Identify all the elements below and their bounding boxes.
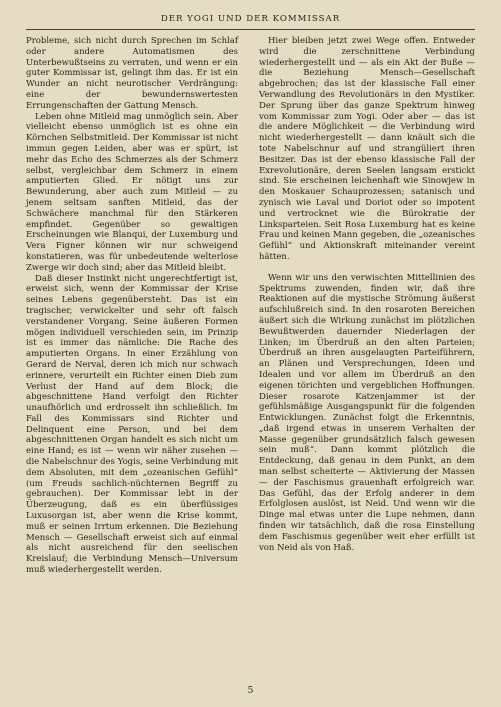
header-rule bbox=[26, 29, 475, 30]
page-number: 5 bbox=[247, 686, 254, 696]
left-column bbox=[26, 36, 238, 576]
paragraph: Hier bleiben jetzt zwei Wege offen. Entweder wird die zerschnittene Verbindung wiederhergestellt und — als ein Akt der Buße — die Beziehung Mensch—Gesellschaft abgebrochen; das ist der klassische Fall einer Verwandlung des Revolutionärs in den Mystiker. Der Sprung über das ganze Spektrum hinweg vom Kommissar zum Yogi. Oder aber — das ist die andere Möglichkeit — die Verbindung wird nicht wiederhergestellt — dann knäult sich die tote Nabelschnur auf und strangüliert ihren Besitzer. Das ist der ebenso klassische Fall der Exrevolutionäre, deren Seelen langsam erstickt sind. Sie erscheinen leichenhaft wie Sinowjew in den Moskauer Schauprozessen; satanisch und zynisch wie Laval und Doriot oder so impotent und vertrocknet wie die Bürokratie der Linksparteien. Seit Rosa Luxemburg hat es keine Frau und keinen Mann gegeben, die „ozeanisches Gefühl“ und Aktionskraft miteinander vereint hätten. bbox=[259, 36, 475, 262]
paragraph: Leben ohne Mitleid mag unmöglich sein. Aber vielleicht ebenso unmöglich ist es ohne ein Körnchen Selbstmitleid. Der Kommissar ist nicht immun gegen Leiden, aber was er spürt, ist mehr das Echo des Schmerzes als der Schmerz selbst, vergleichbar dem Schmerz in einem amputierten Glied. Er nötigt uns zur Bewunderung, aber auch zum Mitleid — zu jenem seltsam sanften Mitleid, das der Schwächere manchmal für den Stärkeren empfindet. Gegenüber so gewaltigen Erscheinungen wie Blanqui, der Luxemburg und Vera Figner können wir nur schweigend konstatieren, was für unbedeutende welterlose Zwerge wir doch sind; aber das Mitleid bleibt. bbox=[26, 111, 238, 273]
paragraph: Daß dieser Instinkt nicht ungerechtfertigt ist, erweist sich, wenn der Kommissar der Krise seines Lebens gegenübersteht. Das ist ein tragischer, verwickelter und sehr oft falsch verstandener Vorgang. Seine äußeren Formen mögen individuell verschieden sein, im Prinzip ist es immer das nämliche: Die Rache des amputierten Organs. In einer Erzählung von Gerard de Nerval, deren ich mich nur schwach erinnere, verurteilt ein Richter einen Dieb zum Verlust der Hand auf dem Block; die abgeschnittene Hand verfolgt den Richter unaufhörlich und erdrosselt ihn schließlich. Im Fall des Kommissars sind Richter und Delinquent eine Person, und bei dem abgeschnittenen Organ handelt es sich nicht um eine Hand; es ist — wenn wir näher zusehen — die Nabelschnur des Yogis, seine Verbindung mit dem Absoluten, mit dem „ozeanischen Gefühl“ (um Freuds sachlich-nüchternen Begriff zu gebrauchen). Der Kommissar lebt in der Überzeugung, daß es ein überflüssiges Luxusorgan ist, aber wenn die Krise kommt, muß er seinen Irrtum erkennen. Die Beziehung Mensch — Gesellschaft erweist sich auf einmal als nicht ausreichend für den seelischen Kreislauf; die Verbindung Mensch—Universum muß wiederhergestellt werden. bbox=[26, 273, 238, 576]
paragraph: Wenn wir uns den verwischten Mittellinien des Spektrums zuwenden, finden wir, daß ihre Reaktionen auf die mystische Strömung äußerst aufschlußreich sind. In den rosaroten Bereichen äußert sich die Wirkung zunächst im plötzlichen Bewußtwerden dauernder Niederlagen der Linken; im Überdruß an den alten Parteien; Überdruß an ihren ausgelaugten Parteiführern, an Plänen und Versprechungen, Ideen und Idealen und vor allem im Überdruß an den eigenen törichten und vergeblichen Hoffnungen. Dieser rosarote Katzenjammer ist der gefühlsmäßige Ausgangspunkt für die folgenden Entwicklungen. Zunächst folgt die Erkenntnis, „daß irgend etwas in unserem Verhalten der Masse gegenüber grundsätzlich falsch gewesen sein muß“. Dann kommt plötzlich die Entdeckung, daß genau in dem Punkt, an dem man selbst scheiterte — Aktivierung der Massen — der Faschismus grauenhaft erfolgreich war. Das Gefühl, das der Erfolg anderer in dem Erfolglosen auslöst, ist Neid. Und wenn wir die Dinge mal etwas unter die Lupe nehmen, dann finden wir tatsächlich, daß die rosa Einstellung dem Faschismus gegenüber weit eher erfüllt ist von Neid als von Haß. bbox=[259, 272, 475, 553]
paragraph: Probleme, sich nicht durch Sprechen im Schlaf oder andere Automatismen des Unterbewußtseins zu verraten, und wenn er ein guter Kommissar ist, gelingt ihm das. Er ist ein Wunder an nicht neurotischer Verdrängung: eine der bewundernswertesten Errungenschaften der Gattung Mensch. bbox=[26, 36, 238, 111]
running-title: DER YOGI UND DER KOMMISSAR bbox=[160, 14, 341, 24]
right-column bbox=[259, 36, 475, 553]
